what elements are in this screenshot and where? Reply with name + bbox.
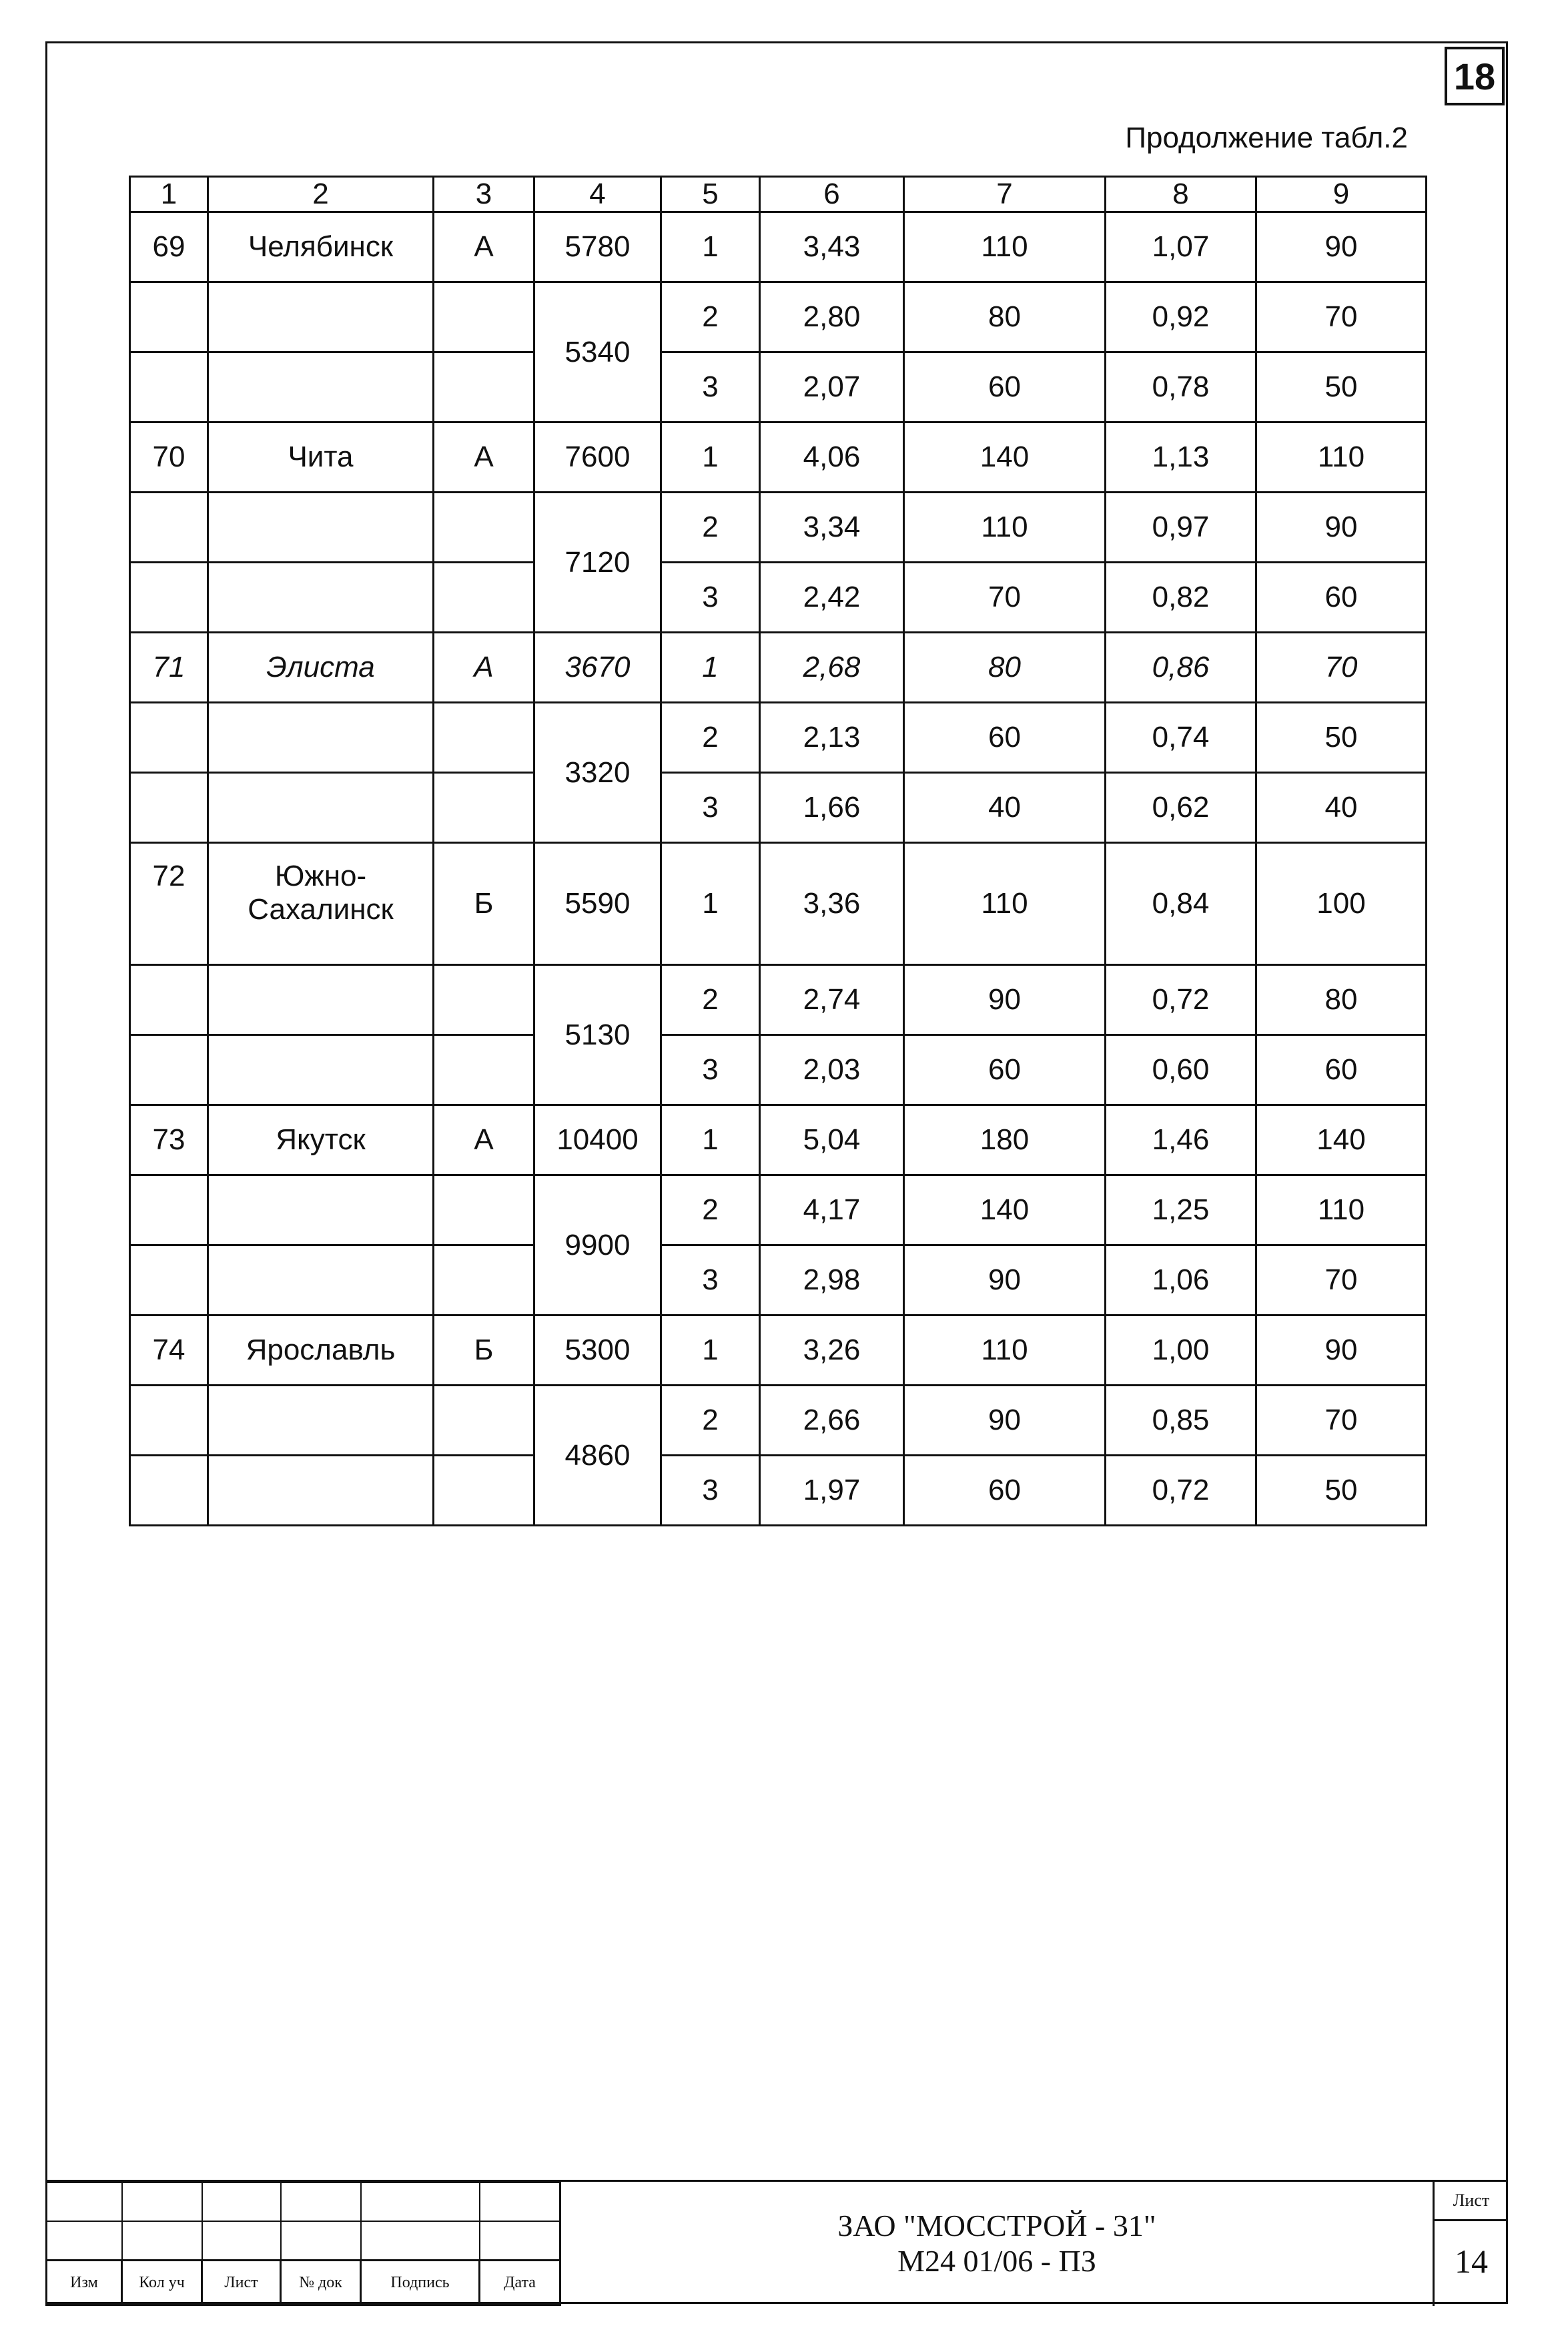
value-cell: 60 xyxy=(904,1035,1106,1105)
value-cell: 1 xyxy=(661,633,760,703)
empty-cell xyxy=(130,282,208,352)
zone-cell: А xyxy=(434,422,534,493)
empty-cell xyxy=(208,352,434,422)
value-cell: 70 xyxy=(904,563,1106,633)
empty-cell xyxy=(434,563,534,633)
value-cell: 50 xyxy=(1256,703,1427,773)
empty-cell xyxy=(130,1035,208,1105)
zone-cell: Б xyxy=(434,1315,534,1386)
value-cell: 2,07 xyxy=(760,352,904,422)
zone-cell: А xyxy=(434,1105,534,1175)
value-cell: 40 xyxy=(904,773,1106,843)
value-cell: 60 xyxy=(904,352,1106,422)
value-cell: 100 xyxy=(1256,843,1427,965)
value-cell: 80 xyxy=(1256,965,1427,1035)
column-header-1: 1 xyxy=(130,177,208,212)
value-cell: 3 xyxy=(661,352,760,422)
title-block xyxy=(45,2180,1508,2304)
stamp-label: Подпись xyxy=(361,2261,480,2305)
value-cell: 1,46 xyxy=(1106,1105,1256,1175)
row-number: 72 xyxy=(130,843,208,965)
table-row xyxy=(130,1035,1427,1105)
value-cell: 1,06 xyxy=(1106,1245,1256,1315)
merged-value-cell: 7120 xyxy=(534,493,661,633)
value-cell: 0,85 xyxy=(1106,1386,1256,1456)
empty-cell xyxy=(208,1245,434,1315)
value-cell: 60 xyxy=(1256,1035,1427,1105)
column-header-7: 7 xyxy=(904,177,1106,212)
value-cell: 110 xyxy=(904,1315,1106,1386)
value-cell: 1 xyxy=(661,422,760,493)
empty-cell xyxy=(208,493,434,563)
value-cell: 60 xyxy=(904,703,1106,773)
column-header-6: 6 xyxy=(760,177,904,212)
value-cell: 140 xyxy=(904,422,1106,493)
empty-cell xyxy=(434,1386,534,1456)
value-cell: 1 xyxy=(661,843,760,965)
value-cell: 90 xyxy=(904,965,1106,1035)
value-cell: 2 xyxy=(661,703,760,773)
value-cell: 3,26 xyxy=(760,1315,904,1386)
value-cell: 5590 xyxy=(534,843,661,965)
city-name: Якутск xyxy=(208,1105,434,1175)
value-cell: 2,80 xyxy=(760,282,904,352)
value-cell: 1,66 xyxy=(760,773,904,843)
value-cell: 50 xyxy=(1256,352,1427,422)
merged-value-cell: 9900 xyxy=(534,1175,661,1315)
table-row xyxy=(130,703,1427,773)
value-cell: 2 xyxy=(661,965,760,1035)
empty-cell xyxy=(434,282,534,352)
column-header-2: 2 xyxy=(208,177,434,212)
value-cell: 3,43 xyxy=(760,212,904,282)
row-number: 70 xyxy=(130,422,208,493)
value-cell: 5780 xyxy=(534,212,661,282)
value-cell: 70 xyxy=(1256,282,1427,352)
value-cell: 2 xyxy=(661,493,760,563)
empty-cell xyxy=(434,1245,534,1315)
value-cell: 0,62 xyxy=(1106,773,1256,843)
value-cell: 0,72 xyxy=(1106,965,1256,1035)
empty-cell xyxy=(434,493,534,563)
value-cell: 0,82 xyxy=(1106,563,1256,633)
value-cell: 10400 xyxy=(534,1105,661,1175)
value-cell: 3,34 xyxy=(760,493,904,563)
merged-value-cell: 3320 xyxy=(534,703,661,843)
value-cell: 2,66 xyxy=(760,1386,904,1456)
value-cell: 3,36 xyxy=(760,843,904,965)
table-row xyxy=(130,1245,1427,1315)
table-row xyxy=(130,1456,1427,1526)
empty-cell xyxy=(434,1175,534,1245)
empty-cell xyxy=(208,563,434,633)
stamp-label: Изм xyxy=(47,2261,122,2305)
table-row xyxy=(130,352,1427,422)
stamp-label: Дата xyxy=(480,2261,560,2305)
column-header-5: 5 xyxy=(661,177,760,212)
empty-cell xyxy=(130,773,208,843)
sheet-label: Лист xyxy=(1435,2182,1508,2221)
value-cell: 7600 xyxy=(534,422,661,493)
table-row xyxy=(130,1386,1427,1456)
column-header-4: 4 xyxy=(534,177,661,212)
value-cell: 2,13 xyxy=(760,703,904,773)
table-caption: Продолжение табл.2 xyxy=(1125,121,1408,154)
row-number: 73 xyxy=(130,1105,208,1175)
column-header-9: 9 xyxy=(1256,177,1427,212)
value-cell: 3 xyxy=(661,1456,760,1526)
city-name: Южно-Сахалинск xyxy=(208,843,434,965)
city-name: Элиста xyxy=(208,633,434,703)
city-name: Чита xyxy=(208,422,434,493)
empty-cell xyxy=(434,1035,534,1105)
value-cell: 1,00 xyxy=(1106,1315,1256,1386)
merged-value-cell: 4860 xyxy=(534,1386,661,1526)
value-cell: 90 xyxy=(904,1245,1106,1315)
data-table xyxy=(129,176,1427,1526)
value-cell: 2,98 xyxy=(760,1245,904,1315)
value-cell: 1,25 xyxy=(1106,1175,1256,1245)
company-name: ЗАО "МОССТРОЙ - 31" xyxy=(837,2209,1156,2243)
empty-cell xyxy=(434,965,534,1035)
zone-cell: А xyxy=(434,212,534,282)
value-cell: 70 xyxy=(1256,633,1427,703)
value-cell: 5,04 xyxy=(760,1105,904,1175)
value-cell: 140 xyxy=(1256,1105,1427,1175)
table-row xyxy=(130,1105,1427,1175)
value-cell: 1 xyxy=(661,1105,760,1175)
value-cell: 0,74 xyxy=(1106,703,1256,773)
table-row xyxy=(130,633,1427,703)
empty-cell xyxy=(130,1175,208,1245)
value-cell: 5300 xyxy=(534,1315,661,1386)
stamp-label: Кол уч xyxy=(122,2261,202,2305)
document-code: М24 01/06 - ПЗ xyxy=(897,2244,1096,2278)
title-block-center xyxy=(559,2182,1435,2306)
empty-cell xyxy=(434,703,534,773)
value-cell: 90 xyxy=(1256,1315,1427,1386)
value-cell: 0,92 xyxy=(1106,282,1256,352)
sheet-value: 14 xyxy=(1455,2243,1488,2280)
value-cell: 0,60 xyxy=(1106,1035,1256,1105)
stamp-label: № док xyxy=(281,2261,361,2305)
empty-cell xyxy=(208,1035,434,1105)
empty-cell xyxy=(434,1456,534,1526)
zone-cell: А xyxy=(434,633,534,703)
sheet-number: 18 xyxy=(1445,47,1505,105)
row-number: 69 xyxy=(130,212,208,282)
empty-cell xyxy=(208,703,434,773)
value-cell: 3 xyxy=(661,1245,760,1315)
city-name: Ярославль xyxy=(208,1315,434,1386)
value-cell: 1,13 xyxy=(1106,422,1256,493)
value-cell: 1,07 xyxy=(1106,212,1256,282)
value-cell: 80 xyxy=(904,282,1106,352)
value-cell: 2,42 xyxy=(760,563,904,633)
empty-cell xyxy=(130,703,208,773)
value-cell: 110 xyxy=(904,493,1106,563)
value-cell: 0,97 xyxy=(1106,493,1256,563)
value-cell: 2 xyxy=(661,282,760,352)
value-cell: 0,78 xyxy=(1106,352,1256,422)
value-cell: 90 xyxy=(904,1386,1106,1456)
empty-cell xyxy=(130,1386,208,1456)
value-cell: 60 xyxy=(904,1456,1106,1526)
empty-cell xyxy=(434,352,534,422)
table-row xyxy=(130,282,1427,352)
empty-cell xyxy=(208,773,434,843)
title-block-sheet xyxy=(1435,2182,1508,2306)
value-cell: 2 xyxy=(661,1175,760,1245)
zone-cell: Б xyxy=(434,843,534,965)
stamp-label: Лист xyxy=(202,2261,281,2305)
value-cell: 110 xyxy=(1256,422,1427,493)
value-cell: 90 xyxy=(1256,493,1427,563)
value-cell: 2,03 xyxy=(760,1035,904,1105)
empty-cell xyxy=(130,965,208,1035)
value-cell: 110 xyxy=(904,843,1106,965)
empty-cell xyxy=(130,1245,208,1315)
value-cell: 40 xyxy=(1256,773,1427,843)
row-number: 71 xyxy=(130,633,208,703)
value-cell: 80 xyxy=(904,633,1106,703)
merged-value-cell: 5340 xyxy=(534,282,661,422)
table-row xyxy=(130,773,1427,843)
value-cell: 4,06 xyxy=(760,422,904,493)
value-cell: 3 xyxy=(661,563,760,633)
value-cell: 3 xyxy=(661,773,760,843)
empty-cell xyxy=(434,773,534,843)
value-cell: 110 xyxy=(904,212,1106,282)
value-cell: 60 xyxy=(1256,563,1427,633)
value-cell: 2 xyxy=(661,1386,760,1456)
value-cell: 1,97 xyxy=(760,1456,904,1526)
city-name: Челябинск xyxy=(208,212,434,282)
value-cell: 2,68 xyxy=(760,633,904,703)
empty-cell xyxy=(208,965,434,1035)
empty-cell xyxy=(208,1386,434,1456)
value-cell: 0,72 xyxy=(1106,1456,1256,1526)
column-header-8: 8 xyxy=(1106,177,1256,212)
value-cell: 0,84 xyxy=(1106,843,1256,965)
value-cell: 70 xyxy=(1256,1245,1427,1315)
value-cell: 1 xyxy=(661,1315,760,1386)
table-row xyxy=(130,563,1427,633)
column-header-3: 3 xyxy=(434,177,534,212)
empty-cell xyxy=(130,563,208,633)
empty-cell xyxy=(208,282,434,352)
empty-cell xyxy=(208,1175,434,1245)
table-row xyxy=(130,422,1427,493)
value-cell: 180 xyxy=(904,1105,1106,1175)
table-row xyxy=(130,843,1427,965)
value-cell: 110 xyxy=(1256,1175,1427,1245)
value-cell: 140 xyxy=(904,1175,1106,1245)
empty-cell xyxy=(130,1456,208,1526)
empty-cell xyxy=(208,1456,434,1526)
value-cell: 70 xyxy=(1256,1386,1427,1456)
table-body xyxy=(130,212,1427,1526)
value-cell: 0,86 xyxy=(1106,633,1256,703)
merged-value-cell: 5130 xyxy=(534,965,661,1105)
table-row xyxy=(130,965,1427,1035)
value-cell: 50 xyxy=(1256,1456,1427,1526)
empty-cell xyxy=(130,493,208,563)
table-row xyxy=(130,212,1427,282)
table-header-row xyxy=(130,177,1427,212)
value-cell: 3 xyxy=(661,1035,760,1105)
table-row xyxy=(130,1315,1427,1386)
empty-cell xyxy=(130,352,208,422)
value-cell: 2,74 xyxy=(760,965,904,1035)
table-row xyxy=(130,493,1427,563)
value-cell: 1 xyxy=(661,212,760,282)
title-block-revision-grid xyxy=(45,2182,561,2306)
value-cell: 4,17 xyxy=(760,1175,904,1245)
row-number: 74 xyxy=(130,1315,208,1386)
table-row xyxy=(130,1175,1427,1245)
value-cell: 3670 xyxy=(534,633,661,703)
value-cell: 90 xyxy=(1256,212,1427,282)
